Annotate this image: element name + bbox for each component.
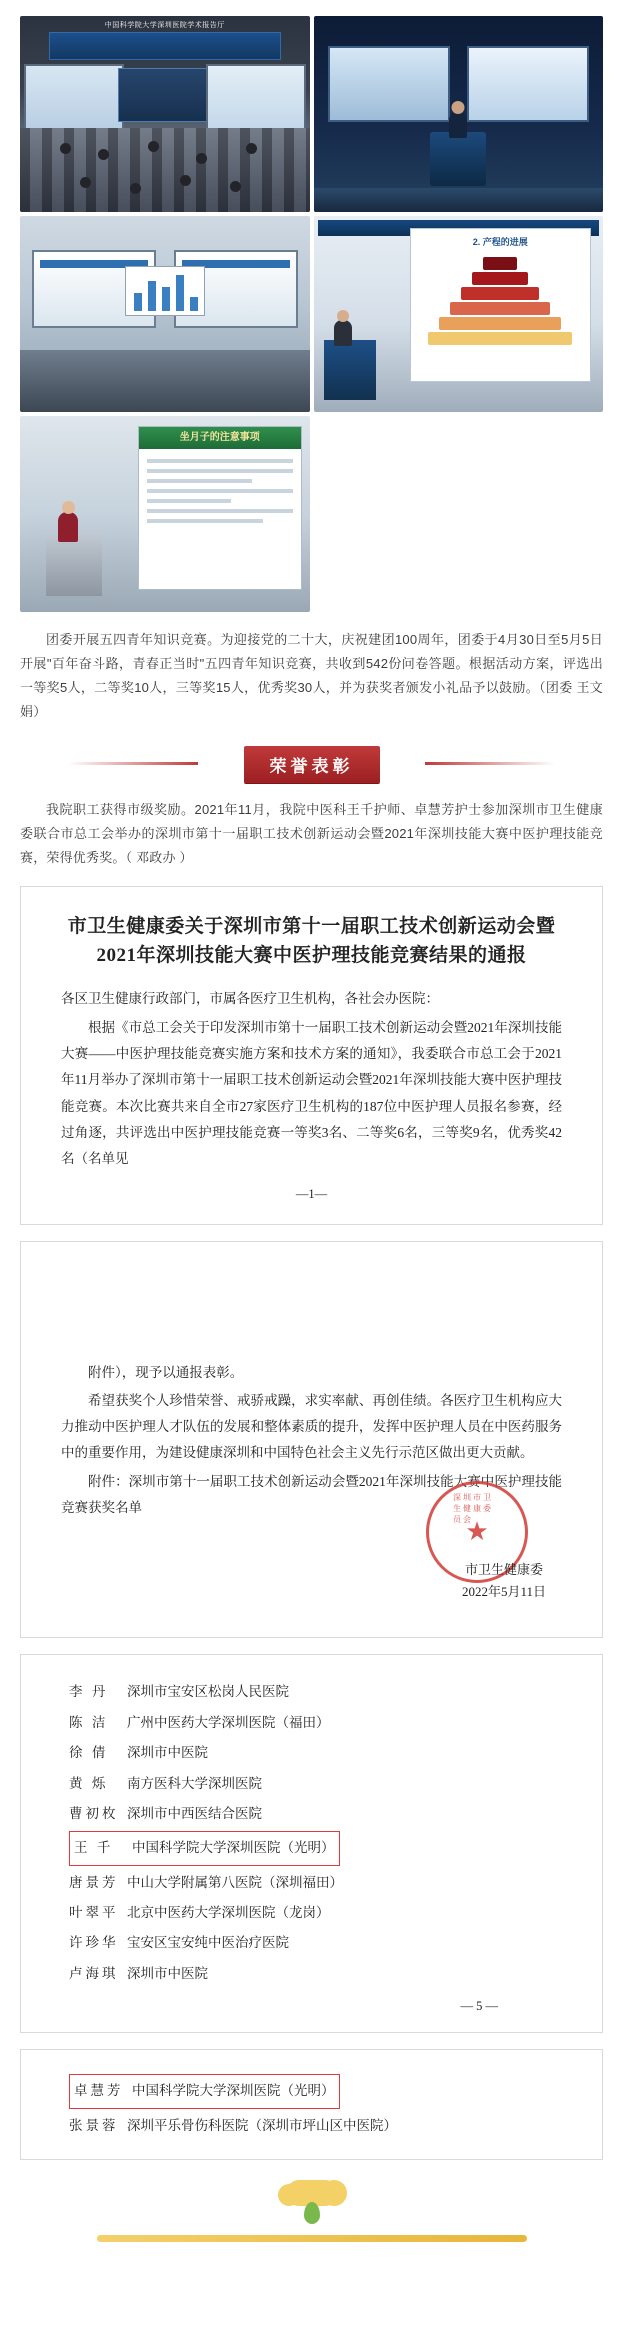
awardee-org: 深圳平乐骨伤科医院（深圳市坪山区中医院）: [127, 2117, 397, 2133]
audience-head: [180, 175, 191, 186]
document-page-number: —1—: [295, 1186, 328, 1201]
list-item-highlighted: [69, 2074, 340, 2108]
leaf-icon: [304, 2202, 320, 2224]
awardee-org: 中国科学院大学深圳医院（光明）: [132, 1840, 335, 1856]
pyramid-band: [439, 317, 561, 330]
signature-date: 2022年5月11日: [461, 1584, 546, 1600]
projection-screen-left: [328, 46, 450, 122]
document-title: 市卫生健康委关于深圳市第十一届职工技术创新运动会暨2021年深圳技能大赛中医护理技能竞赛结果的通报: [67, 916, 556, 966]
document-paragraph: 附件），现予以通报表彰。: [88, 1364, 244, 1380]
podium: [324, 340, 376, 400]
chart-bar: [176, 275, 184, 311]
list-item: [69, 1928, 554, 1958]
audience-seats: [20, 128, 310, 212]
list-item: [69, 1769, 554, 1799]
award-name-list-continued: [20, 2049, 603, 2160]
audience-head: [60, 143, 71, 154]
slide-line: [147, 469, 293, 473]
awardee-name: 李 丹: [69, 1684, 109, 1700]
section-header-honors: [20, 746, 603, 782]
banner-wing-right: [425, 762, 555, 765]
awardee-org: 深圳市中医院: [127, 1965, 208, 1981]
speaker-body: [449, 112, 467, 138]
awardee-name: 唐景芳: [69, 1874, 119, 1890]
pyramid-band: [472, 272, 528, 285]
awardee-name: 王 千: [74, 1840, 114, 1856]
stage-floor: [314, 188, 604, 212]
slide-line: [147, 519, 263, 523]
pyramid-band: [483, 257, 517, 270]
projection-screen-right: [467, 46, 589, 122]
intro-paragraph: 团委开展五四青年知识竞赛。为迎接党的二十大，庆祝建团100周年，团委于4月30日至5月5日开展"百年奋斗路，青春正当时"五四青年知识竞赛，共收到542份问卷答题。根据活动方案，评选出一等奖5人，二等奖10人，三等奖15人，优秀奖30人，并为获奖者颁发小礼品予以鼓励。（团委 王文娟）: [20, 632, 603, 720]
document-top-margin: [61, 1268, 562, 1360]
photo-green-slide-speaker: [20, 416, 310, 612]
chart-bar: [134, 293, 142, 311]
document-attachment-line: 附件：深圳市第十一届职工技术创新运动会暨2021年深圳技能大赛中医护理技能竞赛获奖名单: [61, 1473, 562, 1516]
awardee-org: 中国科学院大学深圳医院（光明）: [132, 2083, 335, 2099]
podium: [430, 132, 486, 186]
photo-1-content: [20, 16, 310, 212]
pyramid-band: [428, 332, 572, 345]
photo-pyramid-slide-lecture: [314, 216, 604, 412]
speaker-body: [58, 512, 78, 542]
awardee-name: 卢海琪: [69, 1965, 119, 1981]
awardee-name: 陈 洁: [69, 1714, 109, 1730]
awardee-name: 张景蓉: [69, 2117, 119, 2133]
hall-banner: [49, 32, 281, 60]
awardee-name: 卓慧芳: [74, 2083, 124, 2099]
document-paragraph: 各区卫生健康行政部门，市属各医疗卫生机构，各社会办医院：: [61, 991, 439, 1007]
chart-bar: [162, 287, 170, 311]
awardee-name: 徐 倩: [69, 1745, 109, 1761]
list-item: [69, 1677, 554, 1707]
photo-5-content: [20, 416, 310, 612]
awardee-org: 中山大学附属第八医院（深圳福田）: [127, 1874, 343, 1890]
awardee-name: 许珍华: [69, 1935, 119, 1951]
footer-bar: [97, 2235, 527, 2242]
audience-head: [230, 181, 241, 192]
footer-decoration: [20, 2178, 603, 2248]
awardee-org: 南方医科大学深圳医院: [127, 1775, 262, 1791]
photo-dual-screen-meeting: [20, 216, 310, 412]
slide-bar-chart: [125, 266, 205, 316]
audience-head: [148, 141, 159, 152]
conference-table: [20, 350, 310, 412]
awardee-org: 深圳市宝安区松岗人民医院: [127, 1684, 289, 1700]
list-item: [69, 1959, 554, 1989]
list-item: [69, 1738, 554, 1768]
chart-bar: [190, 297, 198, 311]
article-body: [20, 628, 603, 724]
awardee-org: 广州中医药大学深圳医院（福田）: [127, 1714, 330, 1730]
audience-head: [98, 149, 109, 160]
awardee-name: 黄 烁: [69, 1775, 109, 1791]
list-item: [69, 1898, 554, 1928]
photo-gallery: [20, 16, 603, 612]
list-item-highlighted: [69, 1831, 340, 1865]
seal-ring-text: 深圳市卫生健康委员会: [453, 1493, 493, 1525]
award-intro-wrap: [20, 798, 603, 870]
photo-1-caption: 中国科学院大学深圳医院学术报告厅: [104, 22, 225, 29]
list-item: [69, 2111, 554, 2141]
document-signature-block: [462, 1559, 546, 1603]
slide-title: 2. 产程的进展: [472, 237, 528, 247]
list-page-number: — 5 —: [460, 1999, 498, 2014]
slide-title: 坐月子的注意事项: [139, 427, 301, 449]
document-paragraph: 希望获奖个人珍惜荣誉、戒骄戒躁，求实率献、再创佳绩。各医疗卫生机构应大力推动中医护理人才队伍的发展和整体素质的提升，发挥中医护理人员在中医药服务中的重要作用，为建设健康深圳和中国特色社会主义先行示范区做出更大贡献。: [61, 1392, 562, 1461]
awardee-org: 宝安区宝安纯中医治疗医院: [127, 1935, 289, 1951]
seal-star-icon: ★: [465, 1517, 489, 1547]
document-scan-notice-page1: [20, 886, 603, 1224]
banner-wing-left: [68, 762, 198, 765]
photo-4-content: [314, 216, 604, 412]
slide-line: [147, 489, 293, 493]
list-item: [69, 1868, 554, 1898]
chart-bar: [148, 281, 156, 311]
center-screen: [118, 68, 211, 122]
left-screen: [24, 64, 124, 130]
signature-issuer: 市卫生健康委: [464, 1562, 543, 1578]
photo-2-content: [314, 16, 604, 212]
photo-blue-lecture-hall: [314, 16, 604, 212]
awardee-name: 叶翠平: [69, 1905, 119, 1921]
award-intro-paragraph: 我院职工获得市级奖励。2021年11月，我院中医科王千护师、卓慧芳护士参加深圳市卫生健康委联合市总工会举办的深圳市第十一届职工技术创新运动会暨2021年深圳技能大赛中医护理技能竞赛，荣得优秀奖。（ 邓政办 ）: [20, 802, 603, 866]
audience-head: [80, 177, 91, 188]
slide-line: [147, 509, 293, 513]
slide-body-lines: [147, 459, 293, 529]
right-screen: [206, 64, 306, 130]
document-paragraph: 根据《市总工会关于印发深圳市第十一届职工技术创新运动会暨2021年深圳技能大赛——中医护理技能竞赛实施方案和技术方案的通知》，我委联合市总工会于2021年11月举办了深圳市第十一届职工技术创新运动会暨2021年深圳技能大赛中医护理技能竞赛。本次比赛共来自全市27家医疗卫生机构的187位中医护理人员报名参赛，经过角逐，共评选出中医护理技能竞赛一等奖3名、二等奖6名，三等奖9名，优秀奖42名（名单见: [61, 1019, 562, 1167]
slide-line: [147, 459, 293, 463]
award-name-list-page5: [20, 1654, 603, 2033]
audience-head: [196, 153, 207, 164]
slide-line: [147, 499, 231, 503]
section-title: 荣誉表彰: [244, 746, 380, 783]
document-scan-notice-page2: [20, 1241, 603, 1639]
list-item: [69, 1708, 554, 1738]
slide-line: [147, 479, 252, 483]
audience-head: [246, 143, 257, 154]
awardee-name: 曹初枚: [69, 1805, 119, 1821]
photo-3-content: [20, 216, 310, 412]
awardee-org: 深圳市中西医结合医院: [127, 1805, 262, 1821]
presentation-slide: [138, 426, 302, 590]
list-item: [69, 1799, 554, 1829]
pyramid-band: [450, 302, 550, 315]
pyramid-band: [461, 287, 539, 300]
awardee-org: 深圳市中医院: [127, 1745, 208, 1761]
speaker-head: [337, 310, 349, 322]
speaker-head: [62, 501, 75, 514]
awardee-org: 北京中医药大学深圳医院（龙岗）: [127, 1905, 330, 1921]
photo-conference-hall-banner: [20, 16, 310, 212]
speaker-head: [452, 101, 465, 114]
audience-head: [130, 183, 141, 194]
presentation-slide: [410, 228, 592, 382]
speaker-body: [334, 320, 352, 346]
